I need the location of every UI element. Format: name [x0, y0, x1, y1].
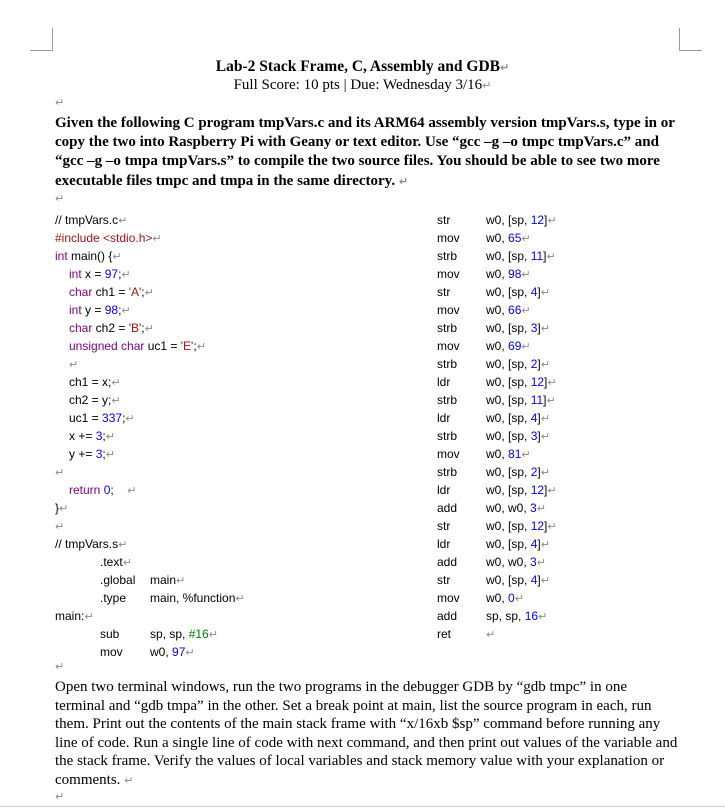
asm-operands: w0, [sp, 4]↵ — [486, 573, 550, 587]
asm-line — [0, 625, 496, 643]
asm-operands: w0, 98↵ — [486, 267, 531, 281]
asm-operands: w0, [sp, 12]↵ — [486, 375, 557, 389]
document-title: Lab-2 Stack Frame, C, Assembly and GDB↵ — [215, 58, 510, 75]
asm-line — [0, 517, 557, 535]
code-line: sp, sp, #16↵ — [150, 627, 218, 641]
asm-opcode: ret — [437, 627, 452, 641]
asm-operands: w0, [sp, 3]↵ — [486, 321, 550, 335]
code-line: ch2 = y;↵ — [69, 393, 121, 407]
asm-line — [0, 301, 531, 319]
asm-operands: w0, [sp, 11]↵ — [486, 393, 556, 407]
asm-operands: sp, sp, 16↵ — [486, 609, 548, 623]
page-bottom-edge — [0, 806, 725, 807]
asm-opcode: add — [437, 501, 458, 515]
asm-operands: w0, w0, 3↵ — [486, 501, 546, 515]
asm-opcode: strb — [437, 321, 458, 335]
asm-opcode: ldr — [437, 483, 451, 497]
asm-line — [0, 337, 531, 355]
asm-line — [0, 319, 550, 337]
asm-opcode: mov — [437, 267, 460, 281]
asm-opcode: mov — [437, 447, 460, 461]
asm-opcode: mov — [437, 303, 460, 317]
code-line: }↵ — [55, 501, 69, 515]
asm-line — [0, 499, 546, 517]
asm-operands: w0, [sp, 2]↵ — [486, 465, 550, 479]
asm-line — [0, 571, 550, 589]
code-line: .text↵ — [100, 555, 132, 569]
paragraph-mark: ↵ — [55, 660, 65, 673]
asm-operands: w0, 0↵ — [486, 591, 524, 605]
document-subtitle: Full Score: 10 pts | Due: Wednesday 3/16↵ — [233, 77, 492, 93]
asm-line — [0, 247, 556, 265]
asm-opcode: str — [437, 519, 451, 533]
asm-opcode: ldr — [437, 375, 451, 389]
asm-operands: w0, [sp, 12]↵ — [486, 483, 557, 497]
asm-line — [0, 229, 531, 247]
margin-corner-top-left — [30, 28, 53, 51]
instructions-paragraph: Open two terminal windows, run the two programs in the debugger GDB by “gdb tmpc” in one terminal and “gdb tmpa” in the other. Set a break point at main, list the source program in each, run them. Print out the contents of the main stack frame with “x/16xb $sp” command before running any line of code. Run a single line of code with next command, and then print out values of the variable and the stack frame. Verify the values of local variables and stack memory value with your explanation or comments. ↵ — [55, 679, 678, 788]
paragraph-mark: ↵ — [55, 192, 65, 205]
asm-operands: w0, [sp, 4]↵ — [486, 537, 550, 551]
asm-line — [0, 409, 550, 427]
asm-line — [0, 463, 550, 481]
asm-line — [0, 373, 557, 391]
asm-opcode: add — [437, 555, 458, 569]
asm-line — [0, 589, 524, 607]
asm-opcode: mov — [437, 339, 460, 353]
asm-operands: w0, [sp, 11]↵ — [486, 249, 556, 263]
asm-operands: w0, 66↵ — [486, 303, 531, 317]
asm-operands: w0, w0, 3↵ — [486, 555, 546, 569]
asm-line — [0, 391, 556, 409]
asm-line — [0, 553, 546, 571]
code-line: .global — [100, 573, 136, 587]
asm-operands: w0, [sp, 2]↵ — [486, 357, 550, 371]
asm-operands: w0, 81↵ — [486, 447, 531, 461]
asm-line — [0, 211, 557, 229]
asm-opcode: ldr — [437, 537, 451, 551]
code-line: main↵ — [150, 573, 186, 587]
asm-line — [0, 427, 550, 445]
margin-corner-top-right — [679, 28, 702, 51]
asm-operands: ↵ — [486, 628, 496, 641]
asm-opcode: ldr — [437, 411, 451, 425]
code-line: int x = 97;↵ — [69, 267, 131, 281]
asm-operands: w0, [sp, 4]↵ — [486, 411, 550, 425]
asm-operands: w0, [sp, 12]↵ — [486, 213, 557, 227]
asm-operands: w0, [sp, 3]↵ — [486, 429, 550, 443]
code-line: ↵ — [55, 466, 65, 479]
code-line: unsigned char uc1 = 'E';↵ — [69, 339, 206, 353]
code-line: // tmpVars.c↵ — [55, 213, 128, 227]
asm-opcode: strb — [437, 429, 458, 443]
asm-line — [0, 265, 531, 283]
code-line: ↵ — [69, 358, 79, 371]
code-line: .type — [100, 591, 127, 605]
code-line: main, %function↵ — [150, 591, 245, 605]
asm-line — [0, 481, 557, 499]
asm-opcode: mov — [437, 591, 460, 605]
asm-operands: w0, 69↵ — [486, 339, 531, 353]
code-line: mov — [100, 645, 123, 659]
code-line: char ch2 = 'B';↵ — [69, 321, 154, 335]
asm-opcode: add — [437, 609, 458, 623]
code-line: char ch1 = 'A';↵ — [69, 285, 154, 299]
code-line: int y = 98;↵ — [69, 303, 131, 317]
asm-line — [0, 445, 531, 463]
asm-line — [0, 607, 548, 625]
asm-opcode: strb — [437, 357, 458, 371]
code-line: ch1 = x;↵ — [69, 375, 121, 389]
code-line: uc1 = 337;↵ — [69, 411, 135, 425]
asm-operands: w0, [sp, 12]↵ — [486, 519, 557, 533]
code-line: y += 3;↵ — [69, 447, 115, 461]
code-line: sub — [100, 627, 120, 641]
code-line: // tmpVars.s↵ — [55, 537, 128, 551]
intro-paragraph: Given the following C program tmpVars.c and its ARM64 assembly version tmpVars.s, type in or copy the two into Raspberry Pi with Geany or text editor. Use “gcc –g –o tmpc tmpVars.c” and “gcc –g –o tmpa tmpVars.s” to compile the two source files. You should be able to see two more executable files tmpc and tmpa in the same directory. ↵ — [55, 115, 675, 189]
asm-opcode: str — [437, 213, 451, 227]
asm-line — [0, 535, 550, 553]
asm-opcode: str — [437, 285, 451, 299]
paragraph-mark: ↵ — [55, 790, 65, 803]
asm-opcode: strb — [437, 465, 458, 479]
asm-opcode: str — [437, 573, 451, 587]
asm-operands: w0, [sp, 4]↵ — [486, 285, 550, 299]
code-line: return 0; ↵ — [69, 483, 137, 497]
asm-operands: w0, 65↵ — [486, 231, 531, 245]
asm-opcode: strb — [437, 249, 458, 263]
code-line: x += 3;↵ — [69, 429, 115, 443]
asm-line — [0, 355, 550, 373]
code-line: main:↵ — [55, 609, 94, 623]
code-line: int main() {↵ — [55, 249, 122, 263]
asm-opcode: mov — [437, 231, 460, 245]
paragraph-mark: ↵ — [55, 96, 65, 109]
code-line: w0, 97↵ — [150, 645, 195, 659]
code-line: #include <stdio.h>↵ — [55, 231, 162, 245]
asm-opcode: strb — [437, 393, 458, 407]
asm-line — [0, 283, 550, 301]
code-line: ↵ — [55, 520, 65, 533]
